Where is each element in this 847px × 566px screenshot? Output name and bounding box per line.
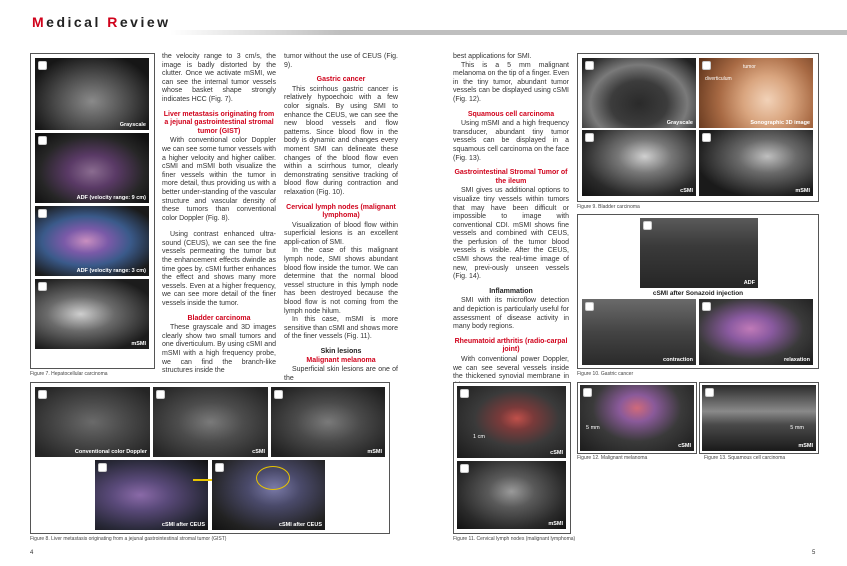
probe-icon xyxy=(38,209,47,218)
fig7-adf-3cm-image: ADF (velocity range: 3 cm) xyxy=(35,206,149,276)
fig9-csmi-image: cSMI xyxy=(582,130,696,196)
figure-8-caption: Figure 8. Liver metastasis originating from a jejunal gastrointestinal stromal tumor (GIST) xyxy=(30,536,227,542)
fig8-color-doppler-image: Conventional color Doppler xyxy=(35,387,150,457)
probe-icon xyxy=(585,302,594,311)
probe-icon xyxy=(702,133,711,142)
fig10-relaxation-image: relaxation xyxy=(699,299,813,365)
text-column-a: the velocity range to 3 cm/s, the image is badly distorted by the clutter. Once we activate mSMI, we can see the internal tumor vessels whose basket shape strongly indicates HCC (Fig. 7). Liver metastasis originating from a jejunal gastrointestinal stromal tumor (GIST) With conventional color Doppler we can see some tumor vessels with a higher velocity and higher caliber. cSMI and mSMI both visualize the finer vessels within the tumor in more detail, thus providing us with a better under-standing of the vascular structure and vascular density of these tumors than conventional color Doppler (Fig. 8). Using contrast enhanced ultra-sound (CEUS), we can see the fine vessels permeating the tumor but the enhancement effects dwindle as time goes by. cSMI further enhances the effect and shows many more vessels. Even at a higher frequency, we can see more detail of the finer vessels inside the tumor. Bladder carcinoma These grayscale and 3D images clearly show two small tumors and one diverticulum. By using cSMI and mSMI with a high frequency probe, we can find the branch-like structures inside the xyxy=(162,53,277,375)
figure-10-caption: Figure 10. Gastric cancer xyxy=(577,371,634,377)
scale-bar-label: 1 cm xyxy=(473,434,485,440)
scale-bar-label: 5 mm xyxy=(790,425,804,431)
magazine-title: Medical Review xyxy=(32,14,171,30)
figure-11-frame xyxy=(453,382,571,534)
fig7-msmi-image: mSMI xyxy=(35,279,149,349)
figure-13-caption: Figure 13. Squamous cell carcinoma xyxy=(704,455,786,461)
figure-9-caption: Figure 9. Bladder carcinoma xyxy=(577,204,640,210)
fig8-csmi-after-ceus-image-1: cSMI after CEUS xyxy=(95,460,208,530)
fig10-subtitle: cSMI after Sonazoid injection xyxy=(652,290,744,297)
probe-icon xyxy=(98,463,107,472)
text-column-b: tumor without the use of CEUS (Fig. 9). Gastric cancer This scirrhous gastric cancer is relatively hypoechoic with a few color signals. By using SMI to enhance the CEUS, we can see the new blood vessels and flow patterns. Since blood flow in the body is dynamic and changes every moment SMI can delineate these changes of the blood flow even within a scirrhous tumor, clearly demonstrating sensitive tracking of blood flow during contraction and relaxation (Fig. 10). Cervical lymph nodes (malignant lymphoma) Visualization of blood flow within superficial lesions is an excellent appli-cation of SMI. In the case of this malignant lymph node, SMI shows abundant blood flow inside the tumor. We can determine that the normal blood vessel structure in this lymph node has been destroyed because the blood flow is not coming from the lymph node hilum. In this case, mSMI is more sensitive than cSMI and shows more of the finer vessels (Fig. 11). Skin lesions Malignant melanoma Superficial skin lesions are one of the xyxy=(284,53,398,382)
probe-icon xyxy=(38,136,47,145)
probe-icon xyxy=(702,61,711,70)
fig11-msmi-image: mSMI xyxy=(457,461,566,529)
probe-icon xyxy=(460,464,469,473)
figure-13-frame xyxy=(699,382,819,454)
probe-icon xyxy=(585,133,594,142)
figure-7-frame xyxy=(30,53,155,369)
probe-icon xyxy=(705,388,714,397)
probe-icon xyxy=(156,390,165,399)
probe-icon xyxy=(38,61,47,70)
probe-icon xyxy=(38,390,47,399)
probe-icon xyxy=(583,388,592,397)
highlight-ellipse xyxy=(256,466,290,490)
probe-icon xyxy=(585,61,594,70)
fig9-grayscale-image: Grayscale xyxy=(582,58,696,128)
diverticulum-annotation: diverticulum xyxy=(705,76,732,82)
fig9-3d-image: tumor diverticulum Sonographic 3D image xyxy=(699,58,813,128)
fig10-contraction-image: contraction xyxy=(582,299,696,365)
page-header xyxy=(0,0,847,40)
figure-12-caption: Figure 12. Malignant melanoma xyxy=(577,455,648,461)
probe-icon xyxy=(215,463,224,472)
fig8-csmi-after-ceus-image-2: cSMI after CEUS xyxy=(212,460,325,530)
fig13-msmi-image: 5 mm mSMI xyxy=(702,385,816,451)
figure-9-frame xyxy=(577,53,819,202)
text-column-c: best applications for SMI. This is a 5 mm malignant melanoma on the tip of a finger. Even in the tiny tumor, abundant tumor vessels can be displayed using cSMI (Fig. 12). Squamous cell carcinoma Using mSMI and a high frequency transducer, abundant tiny tumor vessels can be displayed in a squamous cell carcinoma on the face (Fig. 13). Gastrointestinal Stromal Tumor of the ileum SMI gives us additional options to visualize tiny vessels within tumors that may have been difficult or impossible to image with conventional CDI. mSMI shows fine vessels and combined with CEUS, the perfusion of the tumor blood vessels is visible. After the CEUS, cSMI shows the real-time image of new, previ-ously unseen vessels (Fig. 14). Inflammation SMI with its microflow detection and depiction is particularly useful for assessment of disease activity in many body regions. Rheumatoid arthritis (radio-carpal joint) With conventional power Doppler, we can see several vessels inside the thickened synovial membrane in xyxy=(453,53,569,381)
fig10-adf-image: ADF xyxy=(640,218,758,288)
probe-icon xyxy=(702,302,711,311)
figure-12-frame xyxy=(577,382,697,454)
probe-icon xyxy=(643,221,652,230)
page-number-right: 5 xyxy=(812,550,816,556)
fig7-grayscale-image: Grayscale xyxy=(35,58,149,130)
probe-icon xyxy=(38,282,47,291)
fig7-adf-9cm-image: ADF (velocity range: 9 cm) xyxy=(35,133,149,203)
fig11-csmi-image: 1 cm cSMI xyxy=(457,386,566,458)
fig8-csmi-image: cSMI xyxy=(153,387,268,457)
probe-icon xyxy=(460,389,469,398)
probe-icon xyxy=(274,390,283,399)
fig12-csmi-image: 5 mm cSMI xyxy=(580,385,694,451)
tumor-annotation: tumor xyxy=(743,64,756,70)
fig9-msmi-image: mSMI xyxy=(699,130,813,196)
scale-bar-label: 5 mm xyxy=(586,425,600,431)
figure-7-caption: Figure 7. Hepatocellular carcinoma xyxy=(30,371,108,377)
fig8-msmi-image: mSMI xyxy=(271,387,385,457)
header-rule xyxy=(170,30,847,35)
figure-8-frame xyxy=(30,382,390,534)
figure-11-caption: Figure 11. Cervical lymph nodes (malignant lymphoma) xyxy=(453,536,576,542)
page-number-left: 4 xyxy=(30,550,34,556)
figure-10-frame xyxy=(577,214,819,369)
